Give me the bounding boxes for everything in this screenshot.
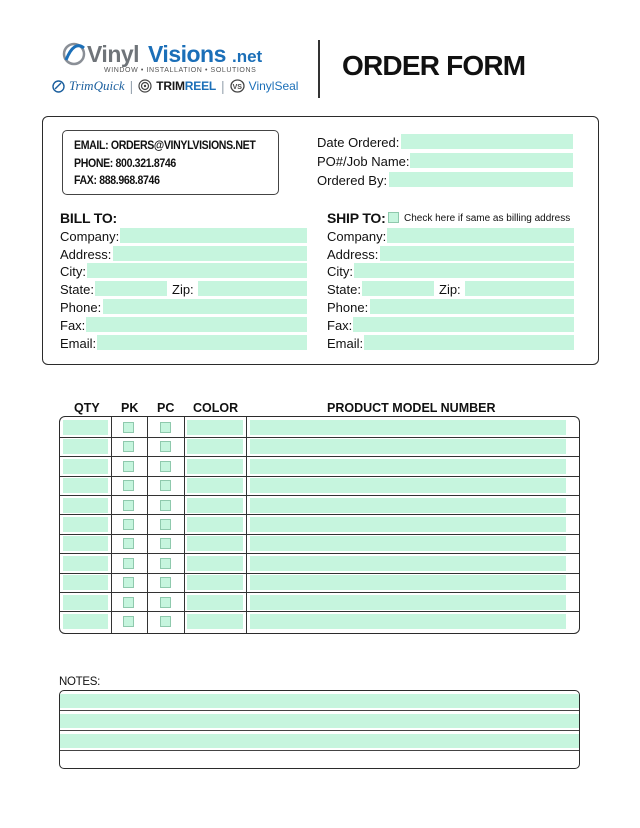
logo-vinyl: Vinyl bbox=[87, 41, 140, 67]
vinylvisions-logo-mark bbox=[62, 40, 282, 74]
vinylseal-brand: VinylSeal bbox=[248, 79, 299, 93]
col-header-pk: PK bbox=[121, 401, 139, 415]
model-field[interactable] bbox=[250, 478, 566, 493]
bill-city-label: City: bbox=[60, 264, 86, 279]
model-field[interactable] bbox=[250, 420, 566, 435]
pk-checkbox[interactable] bbox=[123, 538, 134, 549]
table-row bbox=[60, 575, 579, 594]
ship-email-label: Email: bbox=[327, 336, 364, 351]
color-field[interactable] bbox=[187, 478, 243, 493]
qty-field[interactable] bbox=[63, 478, 108, 493]
sub-brands bbox=[52, 78, 298, 94]
row-divider bbox=[60, 476, 579, 477]
model-field[interactable] bbox=[250, 536, 566, 551]
bill-city-field[interactable] bbox=[87, 263, 307, 278]
ship-fax-label: Fax: bbox=[327, 318, 353, 333]
pc-checkbox[interactable] bbox=[160, 500, 171, 511]
pc-checkbox[interactable] bbox=[160, 480, 171, 491]
bill-fax-field[interactable] bbox=[86, 317, 307, 332]
pc-checkbox[interactable] bbox=[160, 441, 171, 452]
pc-checkbox[interactable] bbox=[160, 597, 171, 608]
bill-to-title: BILL TO: bbox=[60, 210, 117, 226]
pk-checkbox[interactable] bbox=[123, 480, 134, 491]
trimreel-icon bbox=[138, 79, 152, 93]
pc-checkbox[interactable] bbox=[160, 577, 171, 588]
ship-state-field[interactable] bbox=[362, 281, 434, 296]
bill-state-field[interactable] bbox=[95, 281, 167, 296]
col-header-qty: QTY bbox=[74, 401, 100, 415]
table-row bbox=[60, 614, 579, 633]
color-field[interactable] bbox=[187, 536, 243, 551]
color-field[interactable] bbox=[187, 517, 243, 532]
trimquick-icon bbox=[52, 80, 65, 93]
ship-to-title: SHIP TO: bbox=[327, 210, 386, 226]
trimreel-brand bbox=[156, 79, 216, 93]
trimquick-brand: TrimQuick bbox=[69, 78, 125, 93]
logo-net: .net bbox=[232, 47, 263, 66]
table-row bbox=[60, 517, 579, 536]
table-row bbox=[60, 459, 579, 478]
notes-rule bbox=[60, 730, 579, 731]
page-title: ORDER FORM bbox=[342, 50, 526, 81]
contact-phone: PHONE: 800.321.8746 bbox=[74, 156, 176, 170]
table-row bbox=[60, 595, 579, 614]
row-divider bbox=[60, 534, 579, 535]
pc-checkbox[interactable] bbox=[160, 519, 171, 530]
model-field[interactable] bbox=[250, 498, 566, 513]
contact-email: EMAIL: ORDERS@VINYLVISIONS.NET bbox=[74, 138, 256, 152]
model-field[interactable] bbox=[250, 459, 566, 474]
row-divider bbox=[60, 514, 579, 515]
notes-line-1[interactable] bbox=[60, 694, 579, 708]
model-field[interactable] bbox=[250, 575, 566, 590]
qty-field[interactable] bbox=[63, 536, 108, 551]
pk-checkbox[interactable] bbox=[123, 500, 134, 511]
bill-fax-label: Fax: bbox=[60, 318, 86, 333]
pc-checkbox[interactable] bbox=[160, 538, 171, 549]
row-divider bbox=[60, 592, 579, 593]
notes-rule bbox=[60, 750, 579, 751]
table-row bbox=[60, 536, 579, 555]
notes-label: NOTES: bbox=[59, 676, 101, 688]
ship-company-label: Company: bbox=[327, 229, 387, 244]
model-field[interactable] bbox=[250, 614, 566, 629]
svg-text:VS: VS bbox=[232, 83, 242, 91]
ship-zip-label: Zip: bbox=[439, 282, 461, 297]
bill-phone-field[interactable] bbox=[103, 299, 307, 314]
table-row bbox=[60, 439, 579, 458]
vinylseal-icon bbox=[230, 79, 245, 93]
bill-state-label: State: bbox=[60, 282, 94, 297]
date-ordered-field[interactable] bbox=[401, 134, 573, 149]
pk-checkbox[interactable] bbox=[123, 422, 134, 433]
qty-field[interactable] bbox=[63, 556, 108, 571]
bill-address-label: Address: bbox=[60, 247, 112, 262]
ordered-by-label: Ordered By: bbox=[317, 173, 388, 188]
notes-line-2[interactable] bbox=[60, 714, 579, 728]
pc-checkbox[interactable] bbox=[160, 422, 171, 433]
contact-fax: FAX: 888.968.8746 bbox=[74, 173, 160, 187]
ship-email-field[interactable] bbox=[364, 335, 574, 350]
ship-phone-label: Phone: bbox=[327, 300, 369, 315]
qty-field[interactable] bbox=[63, 595, 108, 610]
brand-divider: | bbox=[221, 78, 225, 94]
model-field[interactable] bbox=[250, 556, 566, 571]
trimreel-reel: REEL bbox=[184, 79, 217, 93]
color-field[interactable] bbox=[187, 556, 243, 571]
pc-checkbox[interactable] bbox=[160, 461, 171, 472]
date-ordered-label: Date Ordered: bbox=[317, 135, 400, 150]
col-header-color: COLOR bbox=[193, 401, 239, 415]
vinylvisions-logo bbox=[62, 40, 282, 74]
logo-tagline: WINDOW • INSTALLATION • SOLUTIONS bbox=[104, 67, 257, 74]
notes-rule bbox=[60, 710, 579, 711]
trimreel-trim: TRIM bbox=[156, 79, 185, 93]
table-row bbox=[60, 498, 579, 517]
model-field[interactable] bbox=[250, 595, 566, 610]
qty-field[interactable] bbox=[63, 439, 108, 454]
bill-address-field[interactable] bbox=[113, 246, 307, 261]
notes-box bbox=[59, 690, 580, 769]
pc-checkbox[interactable] bbox=[160, 616, 171, 627]
table-row bbox=[60, 478, 579, 497]
same-as-billing-label: Check here if same as billing address bbox=[404, 213, 571, 224]
pk-checkbox[interactable] bbox=[123, 616, 134, 627]
model-field[interactable] bbox=[250, 439, 566, 454]
col-header-pc: PC bbox=[157, 401, 175, 415]
bill-zip-label: Zip: bbox=[172, 282, 194, 297]
po-job-field[interactable] bbox=[410, 153, 573, 168]
table-row bbox=[60, 556, 579, 575]
model-field[interactable] bbox=[250, 517, 566, 532]
color-field[interactable] bbox=[187, 420, 243, 435]
product-table bbox=[59, 416, 580, 634]
qty-field[interactable] bbox=[63, 420, 108, 435]
row-divider bbox=[60, 437, 579, 438]
qty-field[interactable] bbox=[63, 498, 108, 513]
color-field[interactable] bbox=[187, 459, 243, 474]
bill-email-field[interactable] bbox=[97, 335, 307, 350]
ship-phone-field[interactable] bbox=[370, 299, 574, 314]
header-divider bbox=[318, 40, 320, 98]
ship-address-label: Address: bbox=[327, 247, 379, 262]
notes-line-3[interactable] bbox=[60, 734, 579, 748]
col-header-model: PRODUCT MODEL NUMBER bbox=[327, 401, 496, 415]
ship-fax-field[interactable] bbox=[353, 317, 574, 332]
bill-company-label: Company: bbox=[60, 229, 120, 244]
pk-checkbox[interactable] bbox=[123, 597, 134, 608]
pk-checkbox[interactable] bbox=[123, 577, 134, 588]
qty-field[interactable] bbox=[63, 614, 108, 629]
bill-email-label: Email: bbox=[60, 336, 97, 351]
ship-state-label: State: bbox=[327, 282, 361, 297]
same-as-billing-checkbox[interactable] bbox=[388, 212, 399, 223]
bill-phone-label: Phone: bbox=[60, 300, 102, 315]
pk-checkbox[interactable] bbox=[123, 519, 134, 530]
color-field[interactable] bbox=[187, 498, 243, 513]
pk-checkbox[interactable] bbox=[123, 441, 134, 452]
ordered-by-field[interactable] bbox=[389, 172, 573, 187]
table-row bbox=[60, 420, 579, 439]
color-field[interactable] bbox=[187, 614, 243, 629]
pk-checkbox[interactable] bbox=[123, 461, 134, 472]
row-divider bbox=[60, 553, 579, 554]
ship-city-label: City: bbox=[327, 264, 353, 279]
row-divider bbox=[60, 495, 579, 496]
qty-field[interactable] bbox=[63, 459, 108, 474]
row-divider bbox=[60, 456, 579, 457]
bill-zip-field[interactable] bbox=[198, 281, 307, 296]
row-divider bbox=[60, 611, 579, 612]
po-job-label: PO#/Job Name: bbox=[317, 154, 410, 169]
ship-company-field[interactable] bbox=[387, 228, 574, 243]
row-divider bbox=[60, 573, 579, 574]
color-field[interactable] bbox=[187, 439, 243, 454]
bill-company-field[interactable] bbox=[120, 228, 307, 243]
color-field[interactable] bbox=[187, 575, 243, 590]
logo-visions: Visions bbox=[148, 41, 226, 67]
ship-city-field[interactable] bbox=[354, 263, 574, 278]
qty-field[interactable] bbox=[63, 575, 108, 590]
qty-field[interactable] bbox=[63, 517, 108, 532]
brand-divider: | bbox=[129, 78, 134, 94]
color-field[interactable] bbox=[187, 595, 243, 610]
ship-address-field[interactable] bbox=[380, 246, 574, 261]
ship-zip-field[interactable] bbox=[465, 281, 574, 296]
pk-checkbox[interactable] bbox=[123, 558, 134, 569]
pc-checkbox[interactable] bbox=[160, 558, 171, 569]
